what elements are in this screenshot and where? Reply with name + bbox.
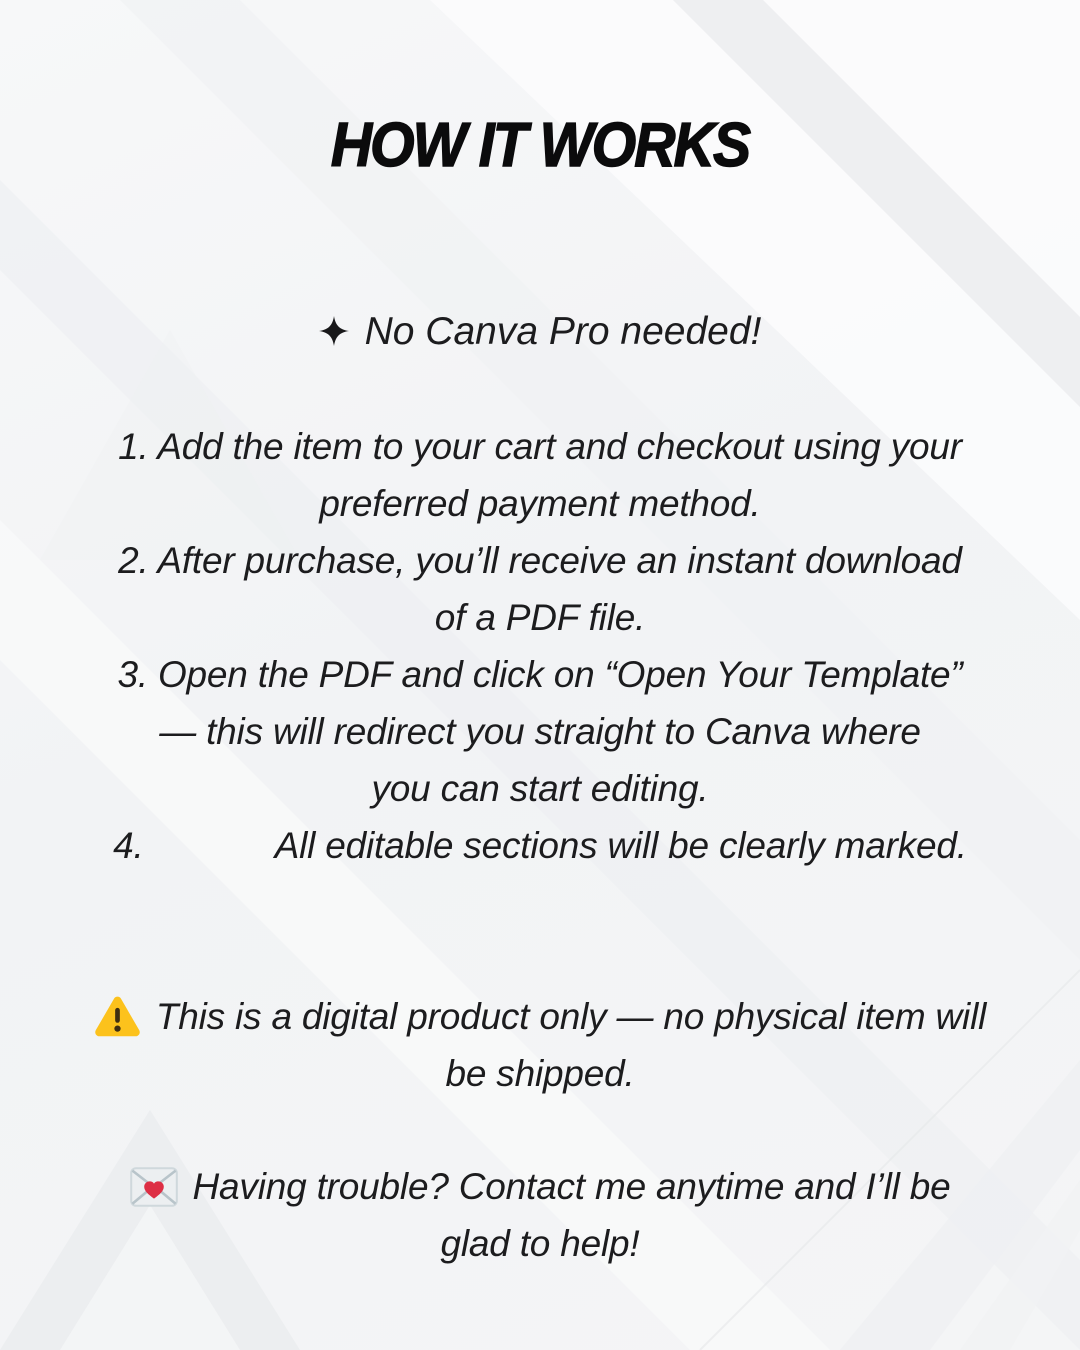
note-text: No Canva Pro needed!: [364, 310, 762, 353]
step-line: you can start editing.: [371, 768, 709, 809]
step-line: of a PDF file.: [434, 597, 646, 638]
warning-text: This is a digital product only — no physical item will: [155, 995, 987, 1037]
contact-line-1: [0, 1158, 1080, 1215]
warning-line-2: [0, 1045, 1080, 1102]
contact-help-note: [0, 1158, 1080, 1272]
step-line: 4. All editable sections will be clearly marked.: [113, 825, 967, 866]
digital-product-warning: [0, 988, 1080, 1102]
steps-list: [0, 418, 1080, 874]
step-line: 3. Open the PDF and click on “Open Your Template”: [117, 654, 963, 695]
warning-line-1: [0, 988, 1080, 1045]
contact-line-2: [0, 1215, 1080, 1272]
step-line: — this will redirect you straight to Canva where: [159, 711, 921, 752]
contact-text: Having trouble? Contact me anytime and I’ll be: [192, 1165, 951, 1207]
four-pointed-star-icon: [319, 316, 349, 346]
warning-icon: [94, 995, 141, 1038]
step-line: preferred payment method.: [319, 483, 761, 524]
page-title: HOW IT WORKS: [330, 111, 750, 180]
love-letter-icon: [130, 1167, 178, 1207]
contact-text: glad to help!: [440, 1222, 640, 1264]
step-line: 1. Add the item to your cart and checkout using your: [118, 426, 962, 467]
note-line: [0, 308, 1080, 356]
step-line: 2. After purchase, you’ll receive an instant download: [118, 540, 962, 581]
warning-text: be shipped.: [445, 1052, 635, 1094]
